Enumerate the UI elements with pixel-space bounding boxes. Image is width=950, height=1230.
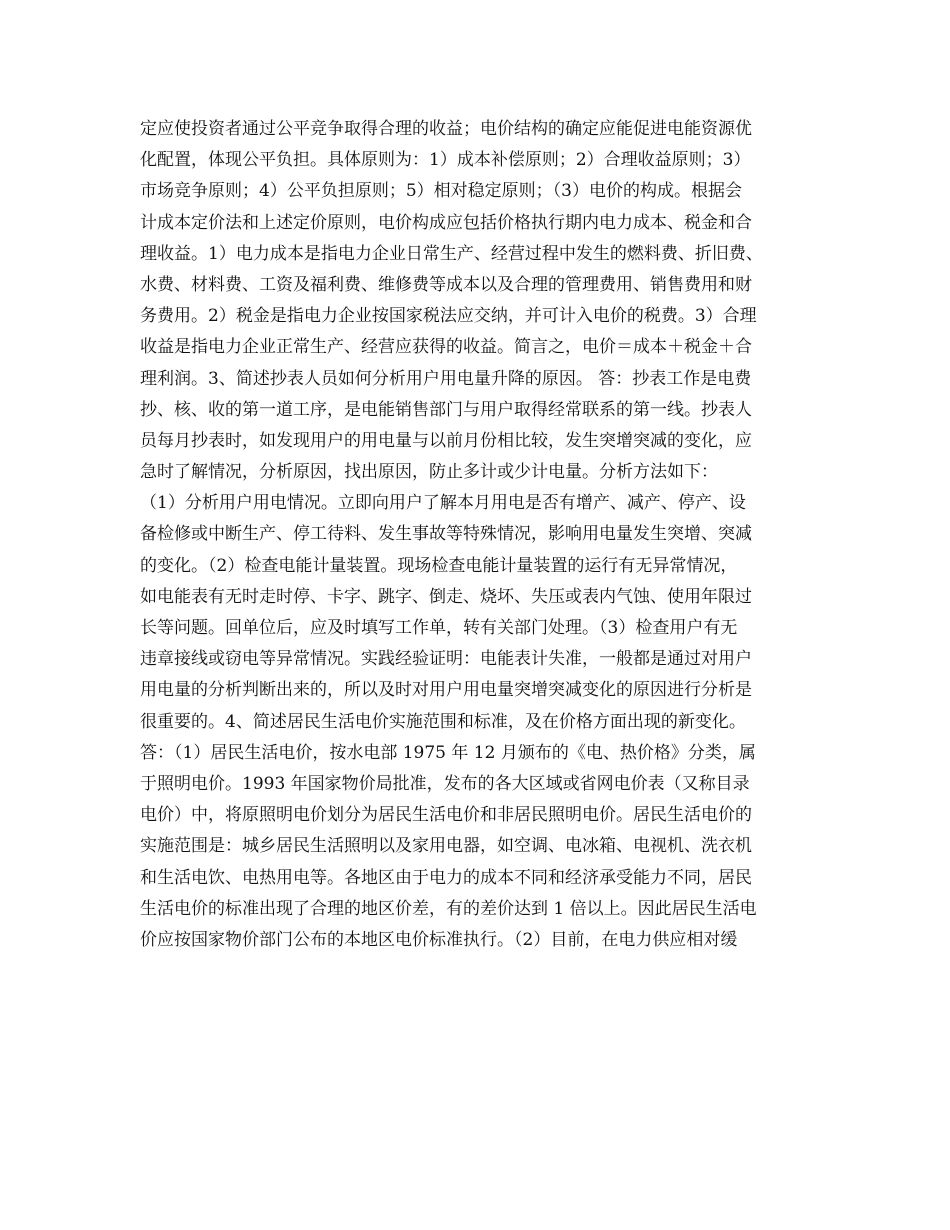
text-line: 计成本定价法和上述定价原则，电价构成应包括价格执行期内电力成本、税金和合 [140, 212, 752, 233]
text-line: 水费、材料费、工资及福利费、维修费等成本以及合理的管理费用、销售费用和财 [140, 274, 752, 295]
body-text [140, 114, 830, 956]
text-line: 化配置，体现公平负担。具体原则为：1）成本补偿原则；2）合理收益原则；3） [140, 150, 751, 171]
text-line: 于照明电价。1993 年国家物价局批准，发布的各大区域或省网电价表（又称目录 [140, 773, 750, 794]
text-line: 收益是指电力企业正常生产、经营应获得的收益。简言之，电价＝成本＋税金＋合 [140, 337, 752, 358]
text-line: 理利润。3、简述抄表人员如何分析用户用电量升降的原因。 答：抄表工作是电费 [140, 368, 752, 389]
text-line: 急时了解情况，分析原因，找出原因，防止多计或少计电量。分析方法如下： [140, 462, 718, 483]
text-line: 抄、核、收的第一道工序，是电能销售部门与用户取得经常联系的第一线。抄表人 [140, 399, 752, 420]
text-line: 答：（1）居民生活电价，按水电部 1975 年 12 月颁布的《电、热价格》分类，属 [140, 742, 756, 763]
text-line: 如电能表有无时走时停、卡字、跳字、倒走、烧坏、失压或表内气蚀、使用年限过 [140, 586, 752, 607]
text-line: 员每月抄表时，如发现用户的用电量与以前月份相比较，发生突增突减的变化，应 [140, 430, 752, 451]
text-line: 和生活电饮、电热用电等。各地区由于电力的成本不同和经济承受能力不同，居民 [140, 867, 752, 888]
text-line: 违章接线或窃电等异常情况。实践经验证明：电能表计失准，一般都是通过对用户 [140, 649, 752, 670]
text-line: 理收益。1）电力成本是指电力企业日常生产、经营过程中发生的燃料费、折旧费、 [140, 243, 763, 264]
text-line: 生活电价的标准出现了合理的地区价差，有的差价达到 1 倍以上。因此居民生活电 [140, 898, 757, 919]
text-line: 价应按国家物价部门公布的本地区电价标准执行。（2）目前，在电力供应相对缓 [140, 929, 738, 950]
text-line: （1）分析用户用电情况。立即向用户了解本月用电是否有增产、减产、停产、设 [140, 493, 746, 514]
text-line: 实施范围是：城乡居民生活照明以及家用电器，如空调、电冰箱、电视机、洗衣机 [140, 836, 752, 857]
text-line: 长等问题。回单位后，应及时填写工作单，转有关部门处理。（3）检查用户有无 [140, 618, 738, 638]
text-line: 务费用。2）税金是指电力企业按国家税法应交纳，并可计入电价的税费。3）合理 [140, 306, 757, 327]
text-line: 市场竞争原则；4）公平负担原则；5）相对稳定原则；（3）电价的构成。根据会 [140, 181, 742, 202]
text-line: 电价）中，将原照明电价划分为居民生活电价和非居民照明电价。居民生活电价的 [140, 805, 752, 826]
text-line: 备检修或中断生产、停工待料、发生事故等特殊情况，影响用电量发生突增、突减 [140, 524, 752, 545]
text-line: 用电量的分析判断出来的，所以及时对用户用电量突增突减变化的原因进行分析是 [140, 680, 752, 701]
text-line: 很重要的。4、简述居民生活电价实施范围和标准，及在价格方面出现的新变化。 [140, 711, 746, 732]
text-line: 定应使投资者通过公平竞争取得合理的收益；电价结构的确定应能促进电能资源优 [140, 119, 752, 139]
text-line: 的变化。（2）检查电能计量装置。现场检查电能计量装置的运行有无异常情况， [140, 555, 738, 576]
